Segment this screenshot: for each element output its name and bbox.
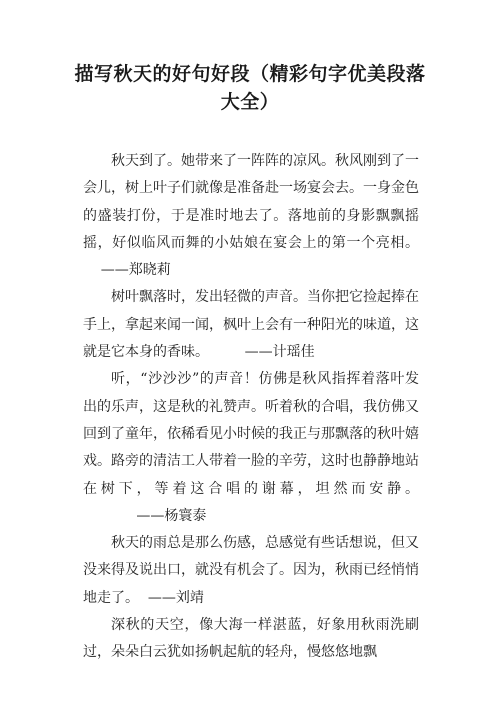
paragraph: [83, 612, 419, 667]
paragraph-text: 深秋的天空，像大海一样湛蓝，好象用秋雨洗刷过，朵朵白云犹如扬帆起航的轻舟，慢悠悠地飘: [83, 617, 419, 661]
paragraph: [83, 530, 419, 612]
paragraph-text: 秋天的雨总是那么伤感，总感觉有些话想说，但又没来得及说出口，就没有机会了。因为，秋雨已经悄悄地走了。: [83, 535, 419, 606]
author-signature: ——刘靖: [139, 589, 204, 606]
paragraph-text: 秋天到了。她带来了一阵阵的凉风。秋风刚到了一会儿，树上叶子们就像是准备赴一场宴会去。一身金色的盛装打份，于是准时地去了。落地前的身影飘飘摇摇，好似临风而舞的小姑娘在宴会上的第一个亮相。: [83, 153, 419, 251]
paragraph-text: 树叶飘落时，发出轻微的声音。当你把它捡起捧在手上，拿起来闻一闻，枫叶上会有一种阳光的味道，这就是它本身的香味。: [83, 289, 419, 361]
paragraph: [83, 148, 419, 284]
author-signature: ——杨寰泰: [83, 507, 207, 524]
paragraph-text: 听，“沙沙沙”的声音！仿佛是秋风指挥着落叶发出的乐声，这是秋的礼赞声。听着秋的合唱，我仿佛又回到了童年，依稀看见小时候的我正与那飘落的秋叶嬉戏。路旁的清洁工人带着一脸的辛劳，这时也静静地站在树下，等着这合唱的谢幕，坦然而安静。: [83, 371, 419, 497]
author-signature: ——计瑶佳: [209, 344, 315, 361]
paragraph: [83, 366, 419, 530]
document-title: 描写秋天的好句好段（精彩句字优美段落大全）: [74, 63, 426, 113]
document-body: [83, 148, 419, 667]
paragraph: [83, 284, 419, 366]
author-signature: ——郑晓莉: [83, 262, 171, 279]
